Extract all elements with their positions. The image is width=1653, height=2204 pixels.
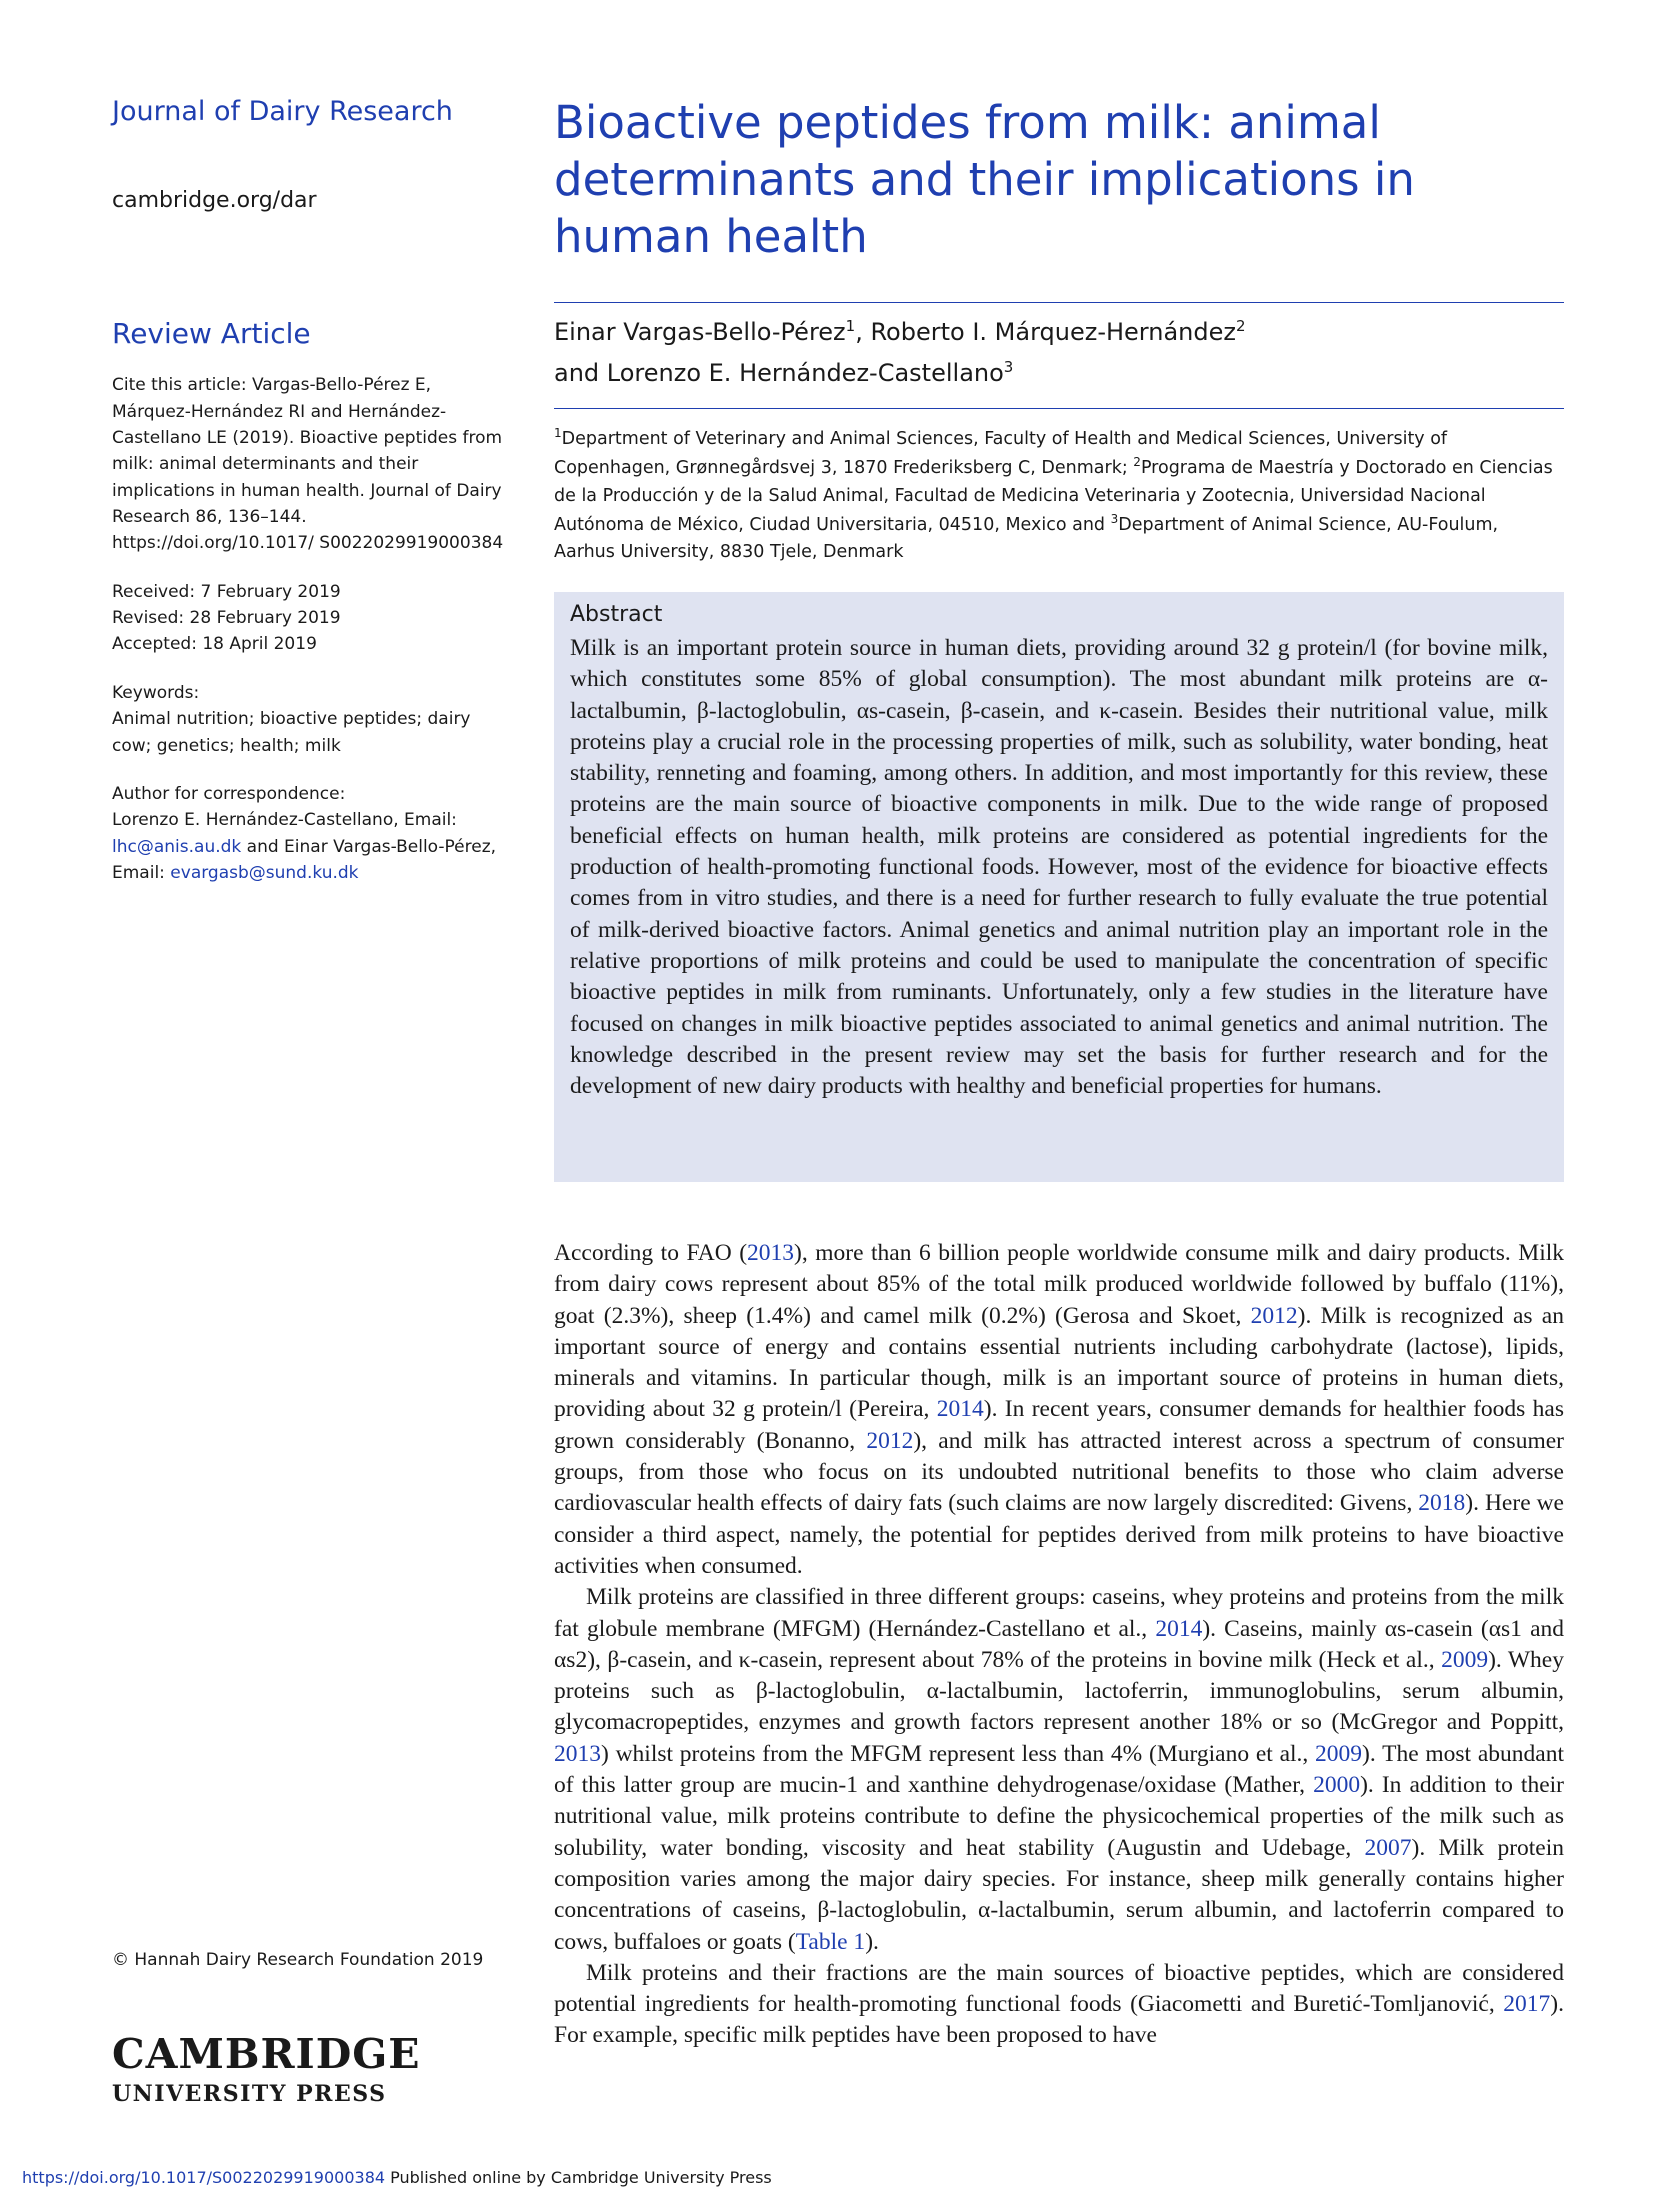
citation-link[interactable]: 2014 [936,1396,984,1423]
sidebar [112,96,512,886]
title-area [554,94,1564,265]
paragraph-1 [554,1238,1564,1582]
body-text-run: ). Whey proteins such as β-lactoglobulin, α-lactalbumin, lactoferrin, immunoglobulins, serum albumin, glycomacropeptides, enzymes and growth factors represent another 18% or so (McGregor and Poppitt, [554,1646,1564,1736]
abstract-text: Milk is an important protein source in human diets, providing around 32 g protein/l (for bovine milk, which constitutes some 85% of global consumption). The most abundant milk proteins are α-lactalbumin, β-lactoglobulin, αs-casein, β-casein, and κ-casein. Besides their nutritional value, milk proteins play a crucial role in the processing properties of milk, such as solubility, water bonding, heat stability, renneting and foaming, among others. In addition, and most importantly for this review, these proteins are the main source of bioactive components in milk. Due to the wide range of proposed beneficial effects on human health, milk proteins are considered as potential ingredients for the production of health-promoting functional foods. However, most of the evidence for bioactive effects comes from in vitro studies, and there is a need for further research to fully evaluate the true potential of milk-derived bioactive factors. Animal genetics and animal nutrition play an important role in the relative proportions of milk proteins and could be used to manipulate the concentration of specific bioactive peptides in milk from ruminants. Unfortunately, only a few studies in the literature have focused on changes in milk bioactive peptides associated to animal genetics and animal nutrition. The knowledge described in the present review may set the basis for further research and for the development of new dairy products with healthy and beneficial properties for humans. [570,635,1548,1100]
citation-link[interactable]: 2018 [1418,1490,1466,1517]
received-date: Received: 7 February 2019 [112,581,341,602]
affil-sup-3: 3 [1110,511,1119,526]
body-text-run: ). In addition to their nutritional value, milk proteins contribute to define the physicochemical properties of the milk such as solubility, water bonding, viscosity and heat stability (Augustin and Udebage, [554,1772,1565,1861]
title-divider [554,302,1564,303]
affiliations [554,424,1564,566]
dates-block [112,579,512,658]
citation-link[interactable]: 2013 [554,1740,601,1767]
authors-divider [554,408,1564,409]
body-text-run: ). [865,1928,879,1955]
body-text-run: ). In recent years, consumer demands for healthier foods has grown considerably (Bonanno, [554,1396,1564,1454]
copyright: © Hannah Dairy Research Foundation 2019 [112,1950,484,1970]
body-text-run: Milk proteins are classified in three different groups: caseins, whey proteins and proteins from the milk fat globule membrane (MFGM) (Hernández-Castellano et al., [554,1584,1564,1642]
body-text-run: According to FAO ( [554,1240,748,1266]
citation-link[interactable]: 2014 [1155,1615,1203,1642]
abstract-heading: Abstract [570,602,663,627]
keywords-text: Animal nutrition; bioactive peptides; dairy cow; genetics; health; milk [112,709,471,756]
logo-line-2: UNIVERSITY PRESS [112,2081,387,2107]
citation: Cite this article: Vargas-Bello-Pérez E, Márquez-Hernández RI and Hernández-Castellano LE (2019). Bioactive peptides from milk: animal determinants and their implications in human health. Journal of Dairy Research 86, 136–144. https://doi.org/10.1017/ S0022029919000384 [112,375,504,554]
citation-link[interactable]: 2013 [747,1240,795,1266]
doi-link[interactable]: https://doi.org/10.1017/S0022029919000384 [22,2168,386,2187]
body-text-run: Milk proteins and their fractions are the main sources of bioactive peptides, which are considered potential ingredients for health-promoting functional foods (Giacometti and Buretić-Tomljanović, [554,1959,1564,2018]
journal-website[interactable]: cambridge.org/dar [112,188,317,214]
body-text-run: ). Milk protein composition varies among the major dairy species. For instance, sheep milk generally contains higher concentrations of caseins, β-lactoglobulin, α-lactalbumin, serum albumin, and lactoferrin compared to cows, buffaloes or goats ( [554,1834,1565,1955]
body-text-run: ). Caseins, mainly αs-casein (αs1 and αs2), β-casein, and κ-casein, represent about 78% of the proteins in bovine milk (Heck et al., [554,1615,1564,1673]
correspondence-text [112,807,512,886]
cambridge-logo [112,2030,421,2107]
body-text-run: ). Milk is recognized as an important source of energy and contains essential nutrients including carbohydrate (lactose), lipids, minerals and vitamins. In particular though, milk is an important source of proteins in human diets, providing about 32 g protein/l (Pereira, [554,1302,1564,1423]
body-text-run: ). For example, specific milk peptides have been proposed to have [554,1991,1564,2049]
correspondence-label: Author for correspondence: [112,783,346,804]
email-link-2[interactable]: evargasb@sund.ku.dk [170,862,359,883]
citation-link[interactable]: 2007 [1364,1834,1412,1861]
citation-link[interactable]: 2009 [1441,1646,1489,1673]
body-text-run: ), and milk has attracted interest across a spectrum of consumer groups, from those who focus on its undoubted nutritional benefits to those who claim adverse cardiovascular health effects of dairy fats (such claims are now largely discredited: Givens, [554,1427,1564,1517]
accepted-date: Accepted: 18 April 2019 [112,634,317,655]
body-text-run: ). The most abundant of this latter group are mucin-1 and xanthine dehydrogenase/oxidase (Mather, [554,1740,1564,1799]
affil-1: Department of Veterinary and Animal Sciences, Faculty of Health and Medical Sciences, University of Copenhagen, Grønnegårdsvej 3, 1870 Frederiksberg C, Denmark; [554,428,1448,478]
affil-sup-2: 2 [1133,454,1141,469]
body-text-run: ) whilst proteins from the MFGM represent less than 4% (Murgiano et al., [601,1740,1316,1767]
citation-link[interactable]: 2012 [1250,1302,1298,1329]
author-2-sup: 2 [1235,317,1246,335]
paragraph-3 [554,1958,1564,2052]
revised-date: Revised: 28 February 2019 [112,608,341,629]
correspondence-text-2: and Einar Vargas-Bello-Pérez, Email: [112,836,497,883]
citation-link[interactable]: 2000 [1313,1772,1361,1799]
keywords-block [112,680,512,759]
footer [22,2168,772,2187]
email-link-1[interactable]: lhc@anis.au.dk [112,836,242,857]
correspondence-block [112,781,512,886]
citation-link[interactable]: Table 1 [795,1928,866,1955]
correspondence-text-1: Lorenzo E. Hernández-Castellano, Email: [112,810,457,831]
author-1-sup: 1 [845,317,856,335]
journal-name[interactable]: Journal of Dairy Research [112,96,453,127]
citation-link[interactable]: 2012 [866,1427,914,1454]
keywords-label: Keywords: [112,682,200,703]
author-1: Einar Vargas-Bello-Pérez [554,318,846,346]
paragraph-2 [554,1582,1564,1958]
citation-link[interactable]: 2009 [1315,1740,1363,1767]
author-3-sup: 3 [1003,357,1014,376]
author-2: , Roberto I. Márquez-Hernández [855,318,1236,346]
author-3: and Lorenzo E. Hernández-Castellano [554,358,1004,387]
article-title: Bioactive peptides from milk: animal determinants and their implications in human health [554,96,1415,264]
abstract-box [554,592,1564,1182]
affil-3: Department of Animal Science, AU-Foulum, Aarhus University, 8830 Tjele, Denmark [554,514,1499,563]
authors-line-1 [554,312,1564,353]
article-type: Review Article [112,317,311,351]
published-note: Published online by Cambridge University Press [385,2168,772,2187]
body-text [554,1238,1564,2052]
citation-link[interactable]: 2017 [1503,1991,1551,2018]
logo-line-1: CAMBRIDGE [112,2030,421,2078]
affil-sup-1: 1 [554,426,562,440]
affil-2: Programa de Maestría y Doctorado en Ciencias de la Producción y de la Salud Animal, Facultad de Medicina Veterinaria y Zootecnia, Universidad Nacional Autónoma de México, Ciudad Universitaria, 04510, Mexico and [554,457,1553,535]
authors-line-2 [554,353,1564,394]
body-text-run: ). Here we consider a third aspect, namely, the potential for peptides derived from milk proteins to have bioactive activities when consumed. [554,1490,1564,1579]
authors [554,312,1564,394]
body-text-run: ), more than 6 billion people worldwide consume milk and dairy products. Milk from dairy cows represent about 85% of the total milk produced worldwide followed by buffalo (11%), goat (2.3%), sheep (1.4%) and camel milk (0.2%) (Gerosa and Skoet, [554,1240,1565,1329]
